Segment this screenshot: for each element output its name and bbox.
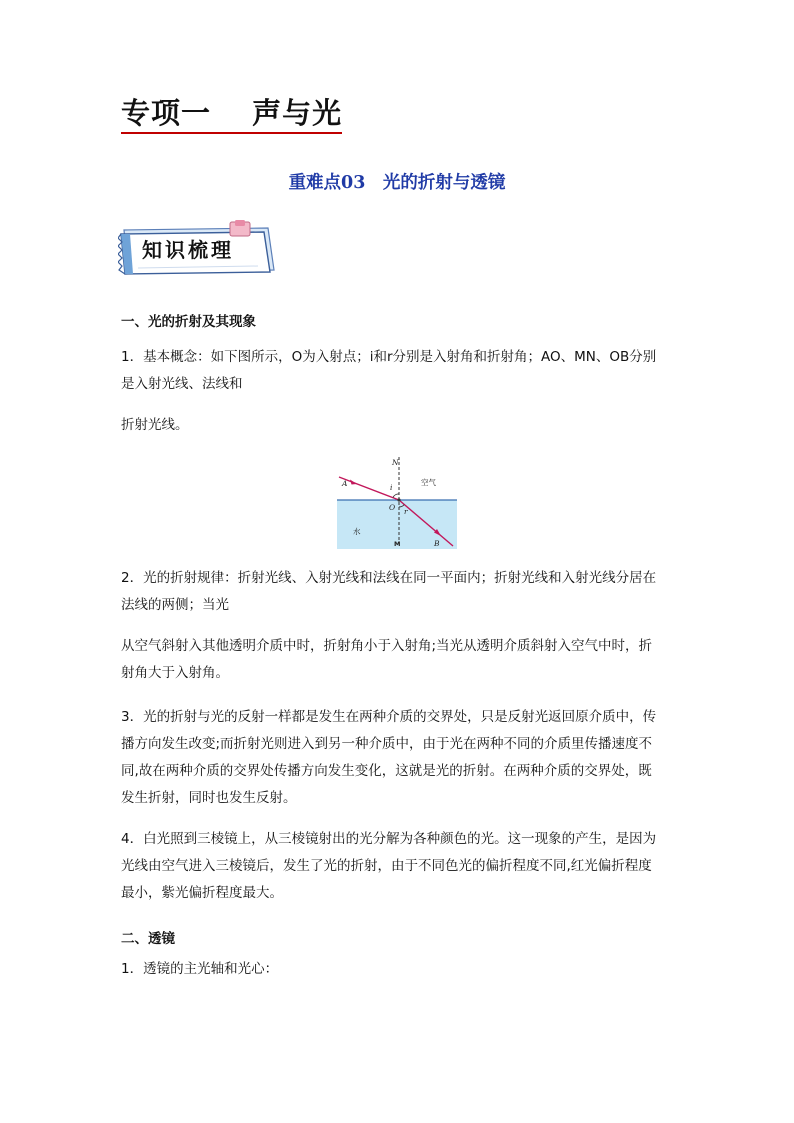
badge-label: 知识梳理: [142, 238, 234, 262]
label-A: A: [342, 479, 348, 488]
text-line: 1．透镜的主光轴和光心：: [121, 961, 279, 977]
text-line: 从空气斜射入其他透明介质中时，折射角小于入射角;当光从透明介质斜射入空气中时，折: [121, 638, 653, 654]
paragraph-basic-concept-cont: [121, 412, 677, 439]
refraction-diagram: [337, 455, 457, 549]
section-title: 重难点03 光的折射与透镜: [288, 173, 506, 193]
paragraph-refraction-vs-reflection: [121, 704, 677, 812]
label-r: r: [404, 507, 408, 516]
heading-lens: 二、透镜: [121, 931, 175, 947]
paragraph-refraction-law-cont: [121, 633, 677, 687]
text-line: 光线由空气进入三棱镜后，发生了光的折射，由于不同色光的偏折程度不同,红光偏折程度: [121, 858, 652, 874]
heading-refraction: 一、光的折射及其现象: [121, 314, 256, 330]
text-line: 同,故在两种介质的交界处传播方向发生变化，这就是光的折射。在两种介质的交界处，既: [121, 763, 652, 779]
text-line: 1．基本概念：如下图所示，O为入射点；i和r分别是入射角和折射角；AO、MN、OB分别: [121, 349, 657, 365]
text-line: 是入射光线、法线和: [121, 376, 243, 392]
paragraph-lens-axis: [121, 956, 677, 983]
incidence-point: [397, 498, 400, 501]
chapter-title: 专项一 声与光: [121, 96, 342, 134]
incident-arrow: [350, 480, 357, 485]
text-line: 射角大于入射角。: [121, 665, 229, 681]
text-line: 播方向发生改变;而折射光则进入到另一种介质中，由于光在两种不同的介质里传播速度不: [121, 736, 653, 752]
text-line: 最小，紫光偏折程度最大。: [121, 885, 283, 901]
angle-i-arc: [393, 494, 399, 498]
paragraph-basic-concept: [121, 344, 677, 398]
label-O: O: [389, 503, 396, 512]
text-line: 法线的两侧；当光: [121, 597, 229, 613]
label-water: 水: [353, 527, 361, 536]
label-air: 空气: [421, 478, 436, 487]
label-M: M: [394, 540, 401, 548]
text-line: 3．光的折射与光的反射一样都是发生在两种介质的交界处，只是反射光返回原介质中，传: [121, 709, 657, 725]
text-line: 4．白光照到三棱镜上，从三棱镜射出的光分解为各种颜色的光。这一现象的产生，是因为: [121, 831, 657, 847]
label-B: B: [434, 539, 440, 548]
text-line: 折射光线。: [121, 417, 189, 433]
text-line: 发生折射，同时也发生反射。: [121, 790, 297, 806]
label-i: i: [390, 483, 393, 492]
paragraph-refraction-law: [121, 565, 677, 619]
paragraph-prism-dispersion: [121, 826, 677, 907]
label-N: N: [392, 458, 399, 467]
knowledge-summary-badge: [118, 220, 280, 276]
text-line: 2．光的折射规律：折射光线、入射光线和法线在同一平面内；折射光线和入射光线分居在: [121, 570, 657, 586]
